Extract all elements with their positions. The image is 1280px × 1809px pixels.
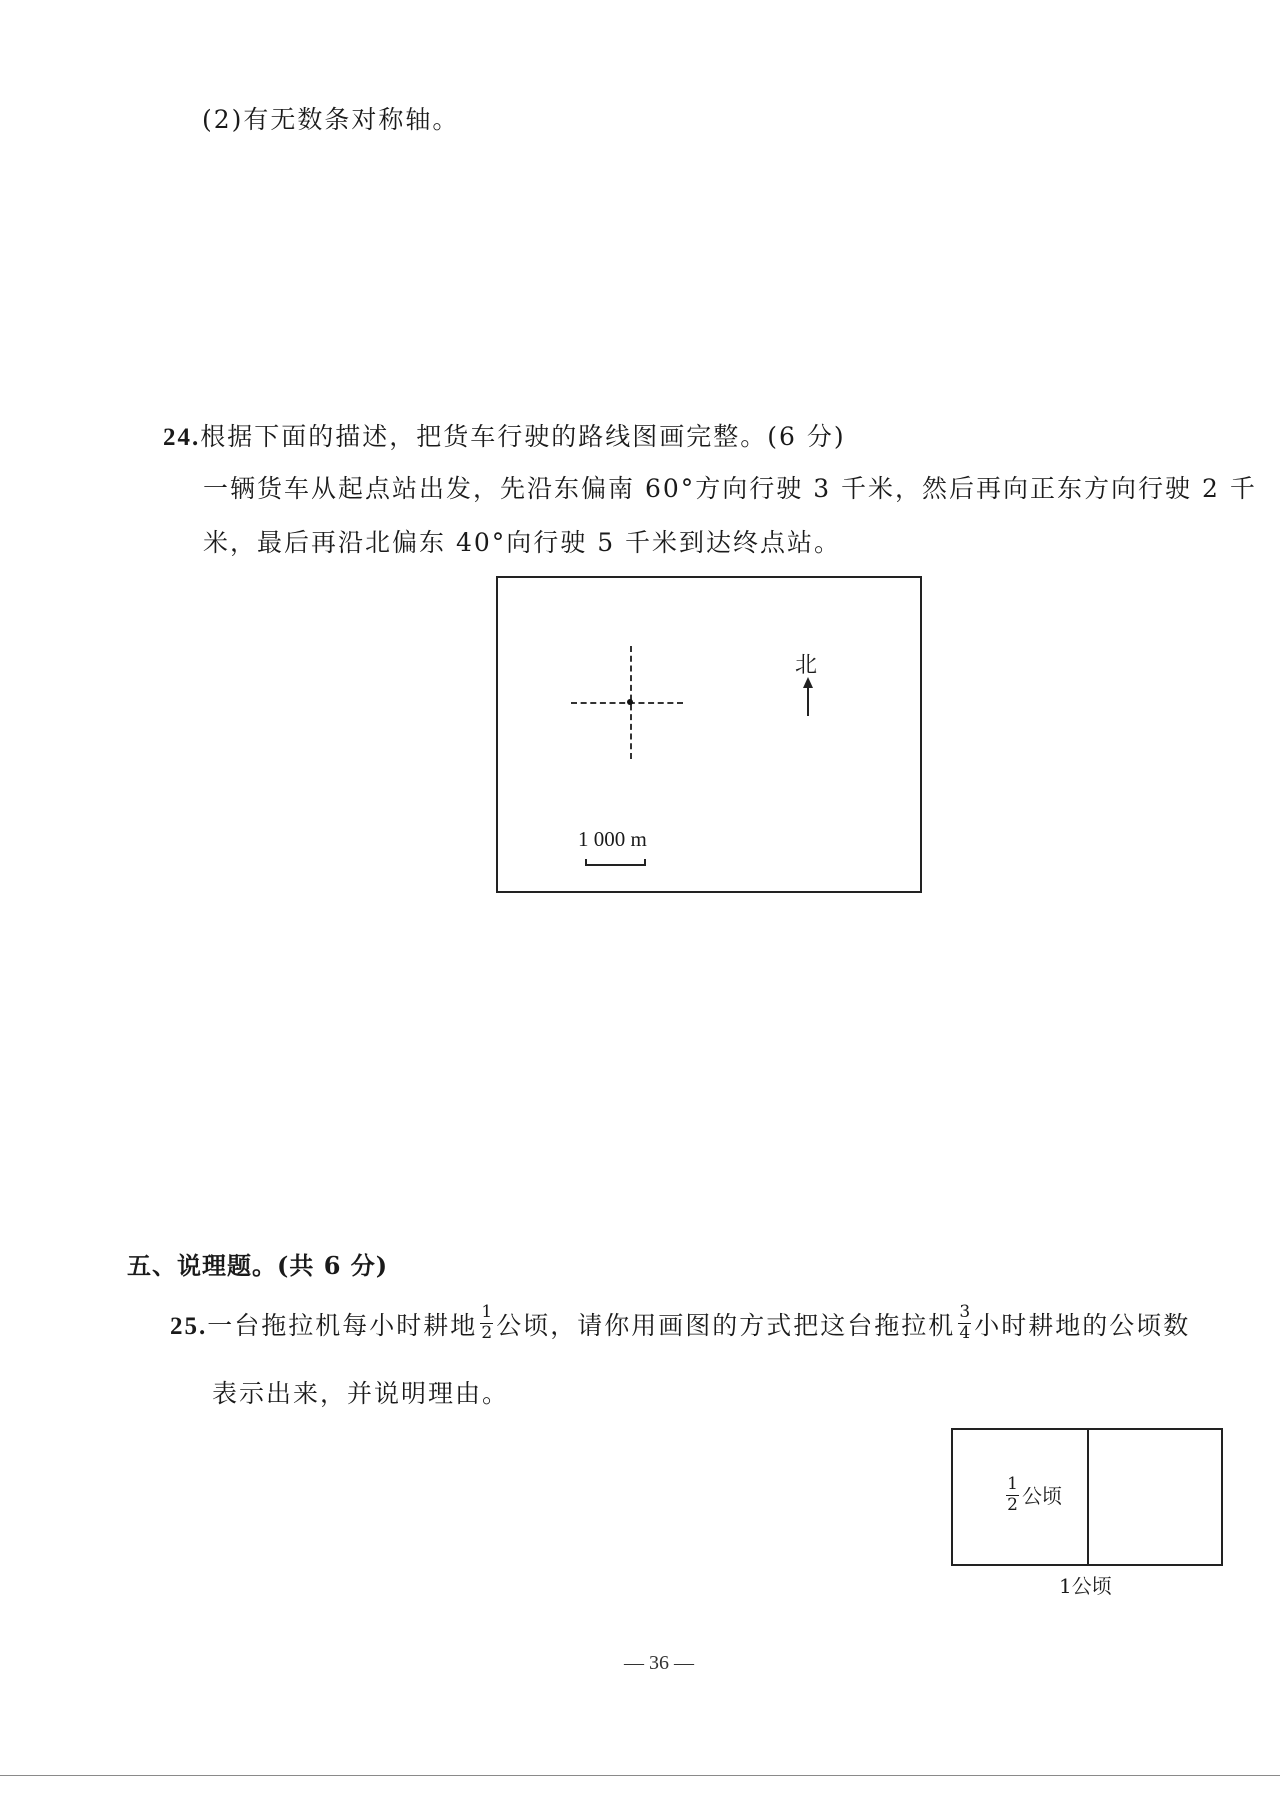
half-unit-text: 公顷 — [1022, 1483, 1062, 1508]
q25-fraction-three-quarters — [958, 1304, 971, 1343]
north-arrow-shaft — [807, 686, 809, 716]
q25-line2: 表示出来，并说明理由。 — [212, 1379, 510, 1408]
half-hectare-label — [1003, 1474, 1062, 1517]
q25-text-a: 一台拖拉机每小时耕地 — [207, 1310, 478, 1340]
fraction-denominator: 4 — [959, 1322, 971, 1343]
q23-part2-text: (2)有无数条对称轴。 — [202, 105, 460, 134]
fraction-denominator: 2 — [481, 1322, 493, 1343]
q25-text-b: 公顷，请你用画图的方式把这台拖拉机 — [496, 1310, 956, 1340]
half-fraction — [1006, 1476, 1019, 1515]
fraction-numerator: 1 — [1007, 1474, 1018, 1494]
q24-title — [163, 424, 846, 450]
north-label: 北 — [795, 653, 818, 678]
scale-bar — [585, 859, 646, 866]
q25-text-c: 小时耕地的公顷数 — [974, 1310, 1191, 1340]
scale-label: 1 000 m — [578, 827, 647, 851]
one-hectare-label: 1公顷 — [1059, 1574, 1112, 1598]
q25-fraction-one-half — [480, 1304, 493, 1343]
fraction-numerator: 1 — [481, 1302, 493, 1322]
q24-desc-line2: 米，最后再沿北偏东 40°向行驶 5 千米到达终点站。 — [203, 528, 842, 557]
q25-line1 — [170, 1302, 1191, 1347]
q24-desc-line1: 一辆货车从起点站出发，先沿东偏南 60°方向行驶 3 千米，然后再向正东方向行驶 2 千 — [203, 474, 1257, 503]
one-hectare-diagram[interactable] — [951, 1428, 1223, 1566]
q25-number: 25. — [170, 1312, 208, 1340]
bottom-rule — [0, 1775, 1280, 1776]
half-divider-line — [1087, 1430, 1089, 1564]
fraction-denominator: 2 — [1007, 1494, 1018, 1515]
route-map-canvas[interactable] — [496, 576, 922, 893]
start-station-point — [627, 699, 633, 705]
section5-title: 五、说理题。(共 6 分) — [127, 1251, 389, 1280]
q24-title-text: 根据下面的描述，把货车行驶的路线图画完整。(6 分) — [200, 422, 846, 451]
page-number: — 36 — — [624, 1652, 694, 1674]
q24-number: 24. — [163, 424, 201, 451]
fraction-numerator: 3 — [959, 1302, 971, 1322]
